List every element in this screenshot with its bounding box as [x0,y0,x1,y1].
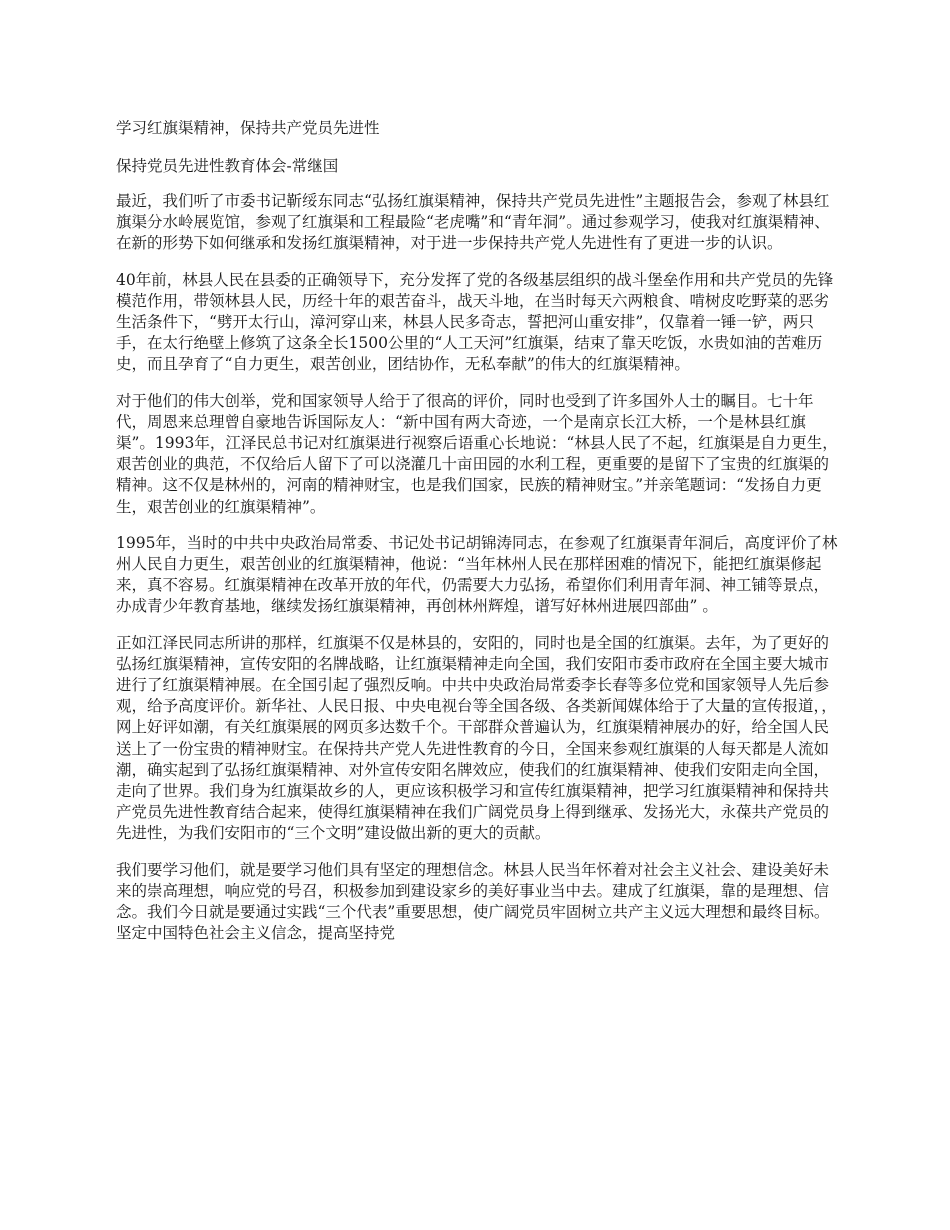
paragraph-2: 40年前，林县人民在县委的正确领导下，充分发挥了党的各级基层组织的战斗堡垒作用和共产党员的先锋模范作用，带领林县人民，历经十年的艰苦奋斗，战天斗地，在当时每天六两粮食、啃树皮吃野菜的恶劣生活条件下，“劈开太行山，漳河穿山来，林县人民多奇志，誓把河山重安排”，仅靠着一锤一铲，两只手，在太行绝壁上修筑了这条全长1500公里的“人工天河”红旗渠，结束了靠天吃饭，水贵如油的苦难历史，而且孕育了“自力更生，艰苦创业，团结协作，无私奉献”的伟大的红旗渠精神。 [116,270,834,374]
paragraph-4: 1995年，当时的中共中央政治局常委、书记处书记胡锦涛同志，在参观了红旗渠青年洞后，高度评价了林州人民自力更生，艰苦创业的红旗渠精神，他说：“当年林州人民在那样困难的情况下，能把红旗渠修起来，真不容易。红旗渠精神在改革开放的年代，仍需要大力弘扬，希望你们利用青年洞、神工铺等景点，办成青少年教育基地，继续发扬红旗渠精神，再创林州辉煌，谱写好林州进展四部曲” 。 [116,533,838,616]
document-title: 学习红旗渠精神，保持共产党员先进性 [116,119,380,137]
paragraph-3: 对于他们的伟大创举，党和国家领导人给于了很高的评价，同时也受到了许多国外人士的瞩目。七十年代，周恩来总理曾自豪地告诉国际友人：“新中国有两大奇迹，一个是南京长江大桥，一个是林县红旗渠”。1993年，江泽民总书记对红旗渠进行视察后语重心长地说：“林县人民了不起，红旗渠是自力更生，艰苦创业的典范，不仅给后人留下了可以浇灌几十亩田园的水利工程，更重要的是留下了宝贵的红旗渠的精神。这不仅是林州的，河南的精神财宝，也是我们国家，民族的精神财宝。”并亲笔题词：“发扬自力更生，艰苦创业的红旗渠精神”。 [116,391,838,516]
paragraph-5: 正如江泽民同志所讲的那样，红旗渠不仅是林县的，安阳的，同时也是全国的红旗渠。去年，为了更好的弘扬红旗渠精神，宣传安阳的名牌战略，让红旗渠精神走向全国，我们安阳市委市政府在全国主要大城市进行了红旗渠精神展。在全国引起了强烈反响。中共中央政治局常委李长春等多位党和国家领导人先后参观，给予高度评价。新华社、人民日报、中央电视台等全国各级、各类新闻媒体给于了大量的宣传报道，，网上好评如潮，有关红旗渠展的网页多达数千个。干部群众普遍认为，红旗渠精神展办的好，给全国人民送上了一份宝贵的精神财宝。在保持共产党人先进性教育的今日，全国来参观红旗渠的人每天都是人流如潮，确实起到了弘扬红旗渠精神、对外宣传安阳名牌效应，使我们的红旗渠精神、使我们安阳走向全国，走向了世界。我们身为红旗渠故乡的人，更应该积极学习和宣传红旗渠精神，把学习红旗渠精神和保持共产党员先进性教育结合起来，使得红旗渠精神在我们广阔党员身上得到继承、发扬光大，永葆共产党员的先进性，为我们安阳市的“三个文明”建设做出新的更大的贡献。 [116,633,837,843]
document-page [116,118,840,960]
document-subtitle: 保持党员先进性教育体会-常继国 [116,157,339,175]
paragraph-6: 我们要学习他们，就是要学习他们具有坚定的理想信念。林县人民当年怀着对社会主义社会、建设美好未来的崇高理想，响应党的号召，积极参加到建设家乡的美好事业当中去。建成了红旗渠，靠的是理想、信念。我们今日就是要通过实践“三个代表”重要思想，使广阔党员牢固树立共产主义远大理想和最终目标。坚定中国特色社会主义信念，提高坚持党 [116,860,830,943]
paragraph-1: 最近，我们听了市委书记靳绥东同志“弘扬红旗渠精神，保持共产党员先进性”主题报告会，参观了林县红旗渠分水岭展览馆，参观了红旗渠和工程最险“老虎嘴”和“青年洞”。通过参观学习，使我对红旗渠精神、在新的形势下如何继承和发扬红旗渠精神，对于进一步保持共产党人先进性有了更进一步的认识。 [116,192,830,253]
